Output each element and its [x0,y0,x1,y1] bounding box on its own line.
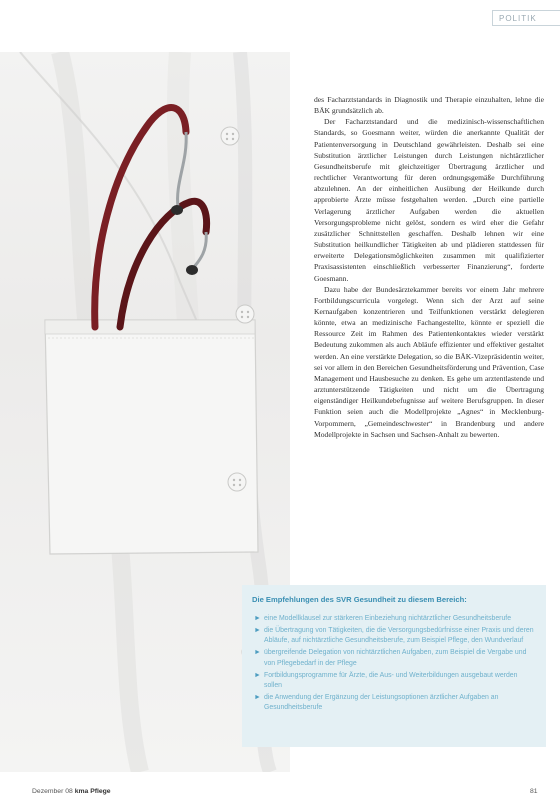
arrow-bullet-icon: ► [254,649,261,657]
footer-issue [32,788,111,795]
article-paragraph: Der Facharztstandard und die medizinisch-wissenschaftlichen Standards, so Goesmann weiter, würden die anerkannte Qualität der Patientenversorgung in Deutschland gewährleisten. Deshalb sei eine Substitution ärztlicher Leistungen durch Leistungen nichtärztlicher Gesundheitsberufe mit gleichzeitiger Übertragung ärztlicher und rechtlicher Verantwortung für deren ordnungsgemäße Durchführung abzulehnen. An der einheitlichen Ausübung der Heilkunde durch approbierte Ärzte müsse festgehalten werden. „Durch eine partielle Verlagerung ärztlicher Aufgaben werden die aktuellen Versorgungsprobleme nicht gelöst, sondern es wird eher die Gefahr zusätzlicher Schnittstellen geschaffen. Deshalb lehnen wir eine Substitution heilkundlicher Tätigkeiten ab und plädieren stattdessen für erweiterte Delegationsmöglichkeiten zusammen mit qualifizierter Praxisassistenten einschließlich verbesserter Finanzierung“, forderte Goesmann. [314,117,544,283]
list-item [252,626,536,647]
footer-date: Dezember 08 [32,788,73,795]
list-item [252,648,536,669]
page-number: 81 [530,788,538,795]
list-item-text: Fortbildungsprogramme für Ärzte, die Aus- und Weiterbildungen ausgebaut werden sollen [264,671,518,689]
recommendations-title: Die Empfehlungen des SVR Gesundheit zu diesem Bereich: [252,595,467,604]
article-paragraph: Dazu habe der Bundesärztekammer bereits vor einem Jahr mehrere Fortbildungscurricula vorgelegt. Wenn sich der Arzt auf seine Kernaufgaben konzentrieren und Teilfunktionen verstärkt delegieren könnte, etwa an medizinische Fachangestellte, könnte er speziell die Ressource Zeit im Rahmen des Patientenkontaktes wieder verstärkt Bedeutung zukommen als auch Abläufe effizienter und effektiver gestaltet werden. An eine verstärkte Delegation, so die BÄK-Vizepräsidentin weiter, sei vor allem in den Bereichen Gesundheitsförderung und Prävention, Case Management und Hausbesuche zu denken. Es gehe um arztentlastende und arztunterstützende Tätigkeiten und nicht um die Übertragung eigenständiger Heilkundebefugnisse auf weitere Berufsgruppen. In dieser Funktion seien auch die Modellprojekte „Agnes“ in Mecklenburg-Vorpommern, „Gemeindeschwester“ in Brandenburg und andere Modellprojekte in Sachsen und Sachsen-Anhalt zu bewerten. [314,284,544,439]
article-paragraph: des Facharztstandards in Diagnostik und Therapie einzuhalten, lehne die BÄK grundsätzlich ab. [314,95,544,116]
section-tag: POLITIK [492,10,560,26]
arrow-bullet-icon: ► [254,615,261,622]
recommendations-box [242,585,546,747]
list-item-text: übergreifende Delegation von nichtärztlichen Aufgaben, zum Beispiel die Vergabe und von Pflegebedarf in der Pflege [264,649,527,667]
arrow-bullet-icon: ► [254,671,261,679]
list-item [252,671,536,692]
list-item-text: die Übertragung von Tätigkeiten, die die Versorgungsbedürfnisse einer Praxis und deren Abläufe, auf nichtärztliche Gesundheitsberufe, zum Beispiel Pflege, den Wundverlauf [264,626,534,645]
footer-magazine: kma Pflege [74,788,111,795]
arrow-bullet-icon: ► [254,626,261,634]
list-item-text: eine Modellklausel zur stärkeren Einbeziehung nichtärztlicher Gesundheitsberufe [264,615,512,622]
arrow-bullet-icon: ► [254,693,261,701]
list-item-text: die Anwendung der Ergänzung der Leistungsoptionen ärztlicher Aufgaben an Gesundheitsberufe [264,693,499,712]
recommendations-list [252,614,536,714]
list-item [252,693,536,714]
list-item [252,614,536,624]
article-body [314,94,544,440]
